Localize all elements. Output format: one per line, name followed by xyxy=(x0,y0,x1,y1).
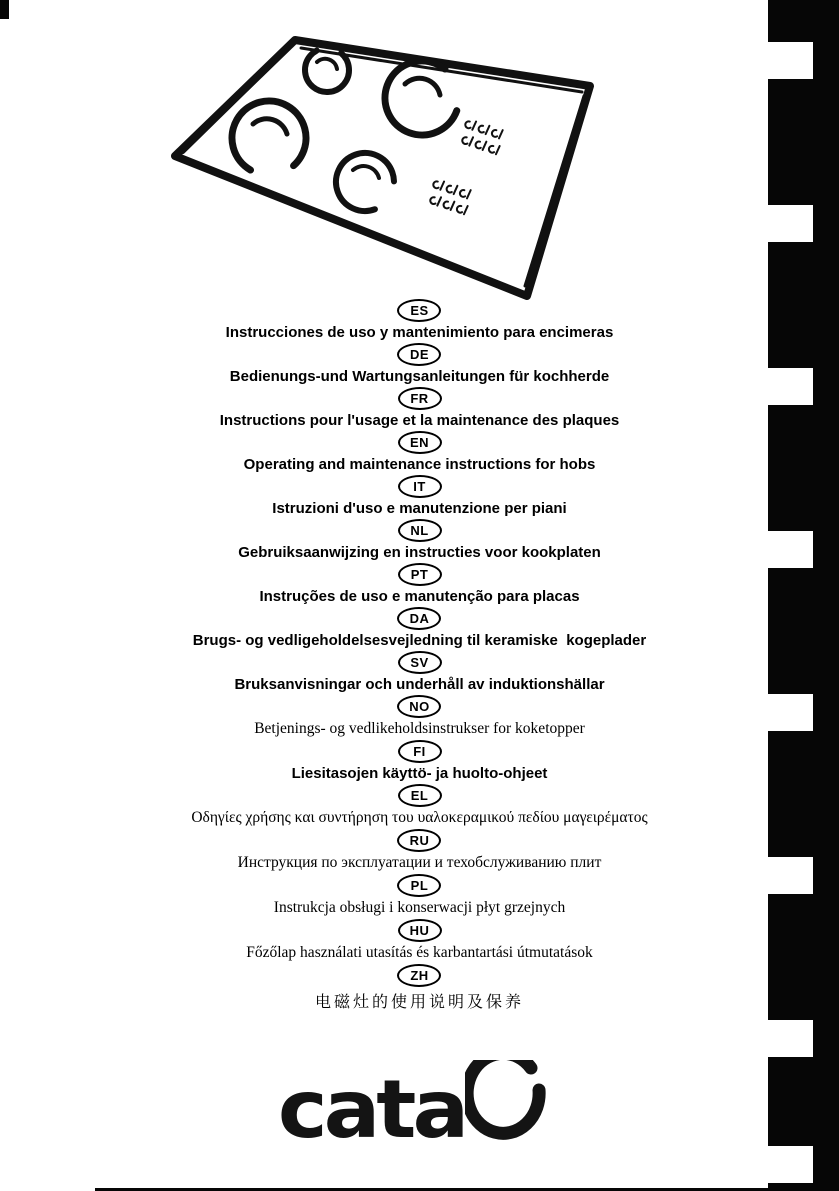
language-code: NO xyxy=(409,699,430,714)
language-title: Gebruiksaanwijzing en instructies voor kookplaten xyxy=(238,544,601,561)
language-badge xyxy=(398,740,442,763)
language-badge xyxy=(398,475,442,498)
language-code: HU xyxy=(409,923,430,938)
language-title: Főzőlap használati utasítás és karbantartási útmutatások xyxy=(246,944,593,961)
language-item xyxy=(234,651,604,693)
language-title: Инструкция по эксплуатации и техобслуживанию плит xyxy=(237,854,602,871)
language-code: IT xyxy=(413,479,426,494)
language-code: PT xyxy=(410,567,429,582)
language-title: Instructions pour l'usage et la maintenance des plaques xyxy=(219,412,620,429)
corner-registration-mark xyxy=(0,0,9,19)
language-item xyxy=(259,563,579,605)
language-item xyxy=(246,919,593,962)
language-badge xyxy=(398,519,442,542)
language-badge xyxy=(398,651,442,674)
language-item xyxy=(254,695,585,738)
binding-notch xyxy=(768,531,813,568)
language-badge xyxy=(398,563,442,586)
binding-notch xyxy=(768,857,813,894)
language-item xyxy=(244,431,596,473)
language-item xyxy=(238,829,602,872)
language-code: DA xyxy=(409,611,430,626)
language-list xyxy=(0,299,839,1014)
language-item xyxy=(191,784,647,827)
burner-medium xyxy=(328,145,402,219)
brand-logo xyxy=(0,1060,839,1158)
hob-control-marks xyxy=(427,179,472,215)
language-title: Instrukcja obsługi i konserwacji płyt grzejnych xyxy=(273,899,566,916)
logo-swoosh-icon xyxy=(465,1060,561,1158)
language-item xyxy=(274,874,565,917)
language-code: FR xyxy=(410,391,429,406)
language-badge xyxy=(398,784,442,807)
language-title: Brugs- og vedligeholdelsesvejledning til keramiske kogeplader xyxy=(192,632,647,649)
language-item xyxy=(220,387,620,429)
binding-edge-bar xyxy=(768,0,839,1191)
language-item xyxy=(238,519,601,561)
language-badge xyxy=(397,299,441,322)
language-item xyxy=(292,740,548,782)
language-item xyxy=(315,964,524,1012)
binding-notch xyxy=(768,1020,813,1057)
language-badge xyxy=(397,874,441,897)
binding-notch xyxy=(768,368,813,405)
binding-notch xyxy=(768,42,813,79)
language-code: ZH xyxy=(410,968,429,983)
language-title: Bruksanvisningar och underhåll av induktionshällar xyxy=(234,676,605,693)
hob-illustration xyxy=(165,24,625,314)
language-title: Instrucciones de uso y mantenimiento para encimeras xyxy=(225,324,614,341)
language-code: EL xyxy=(410,788,429,803)
language-item xyxy=(272,475,566,517)
language-code: DE xyxy=(409,347,430,362)
language-code: FI xyxy=(413,744,426,759)
language-title: Liesitasojen käyttö- ja huolto-ohjeet xyxy=(291,765,548,782)
language-title: 电磁灶的使用说明及保养 xyxy=(314,992,524,1011)
binding-notch xyxy=(768,205,813,242)
language-badge xyxy=(397,964,441,987)
hob-control-marks xyxy=(459,119,504,155)
language-code: SV xyxy=(410,655,429,670)
hob-frame xyxy=(175,40,590,296)
language-item xyxy=(226,299,614,341)
language-badge xyxy=(398,431,442,454)
language-code: RU xyxy=(409,833,430,848)
language-item xyxy=(193,607,646,649)
language-badge xyxy=(397,695,441,718)
language-title: Betjenings- og vedlikeholdsinstrukser for koketopper xyxy=(254,720,585,737)
language-item xyxy=(230,343,609,385)
language-title: Bedienungs-und Wartungsanleitungen für kochherde xyxy=(229,368,610,385)
language-title: Οδηγίες χρήσης και συντήρηση του υαλοκεραμικού πεδίου μαγειρέματος xyxy=(191,809,648,826)
binding-notch xyxy=(768,1146,813,1183)
language-title: Instruções de uso e manutenção para placas xyxy=(259,588,580,605)
language-code: PL xyxy=(410,878,429,893)
language-badge xyxy=(397,829,441,852)
language-code: EN xyxy=(409,435,430,450)
language-badge xyxy=(397,607,441,630)
language-badge xyxy=(398,919,442,942)
brand-logo-text: cata xyxy=(277,1061,466,1157)
language-code: ES xyxy=(410,303,429,318)
language-badge xyxy=(397,343,441,366)
language-title: Operating and maintenance instructions for hobs xyxy=(243,456,596,473)
language-badge xyxy=(398,387,442,410)
language-code: NL xyxy=(410,523,429,538)
language-title: Istruzioni d'uso e manutenzione per piani xyxy=(272,500,567,517)
binding-notch xyxy=(768,694,813,731)
